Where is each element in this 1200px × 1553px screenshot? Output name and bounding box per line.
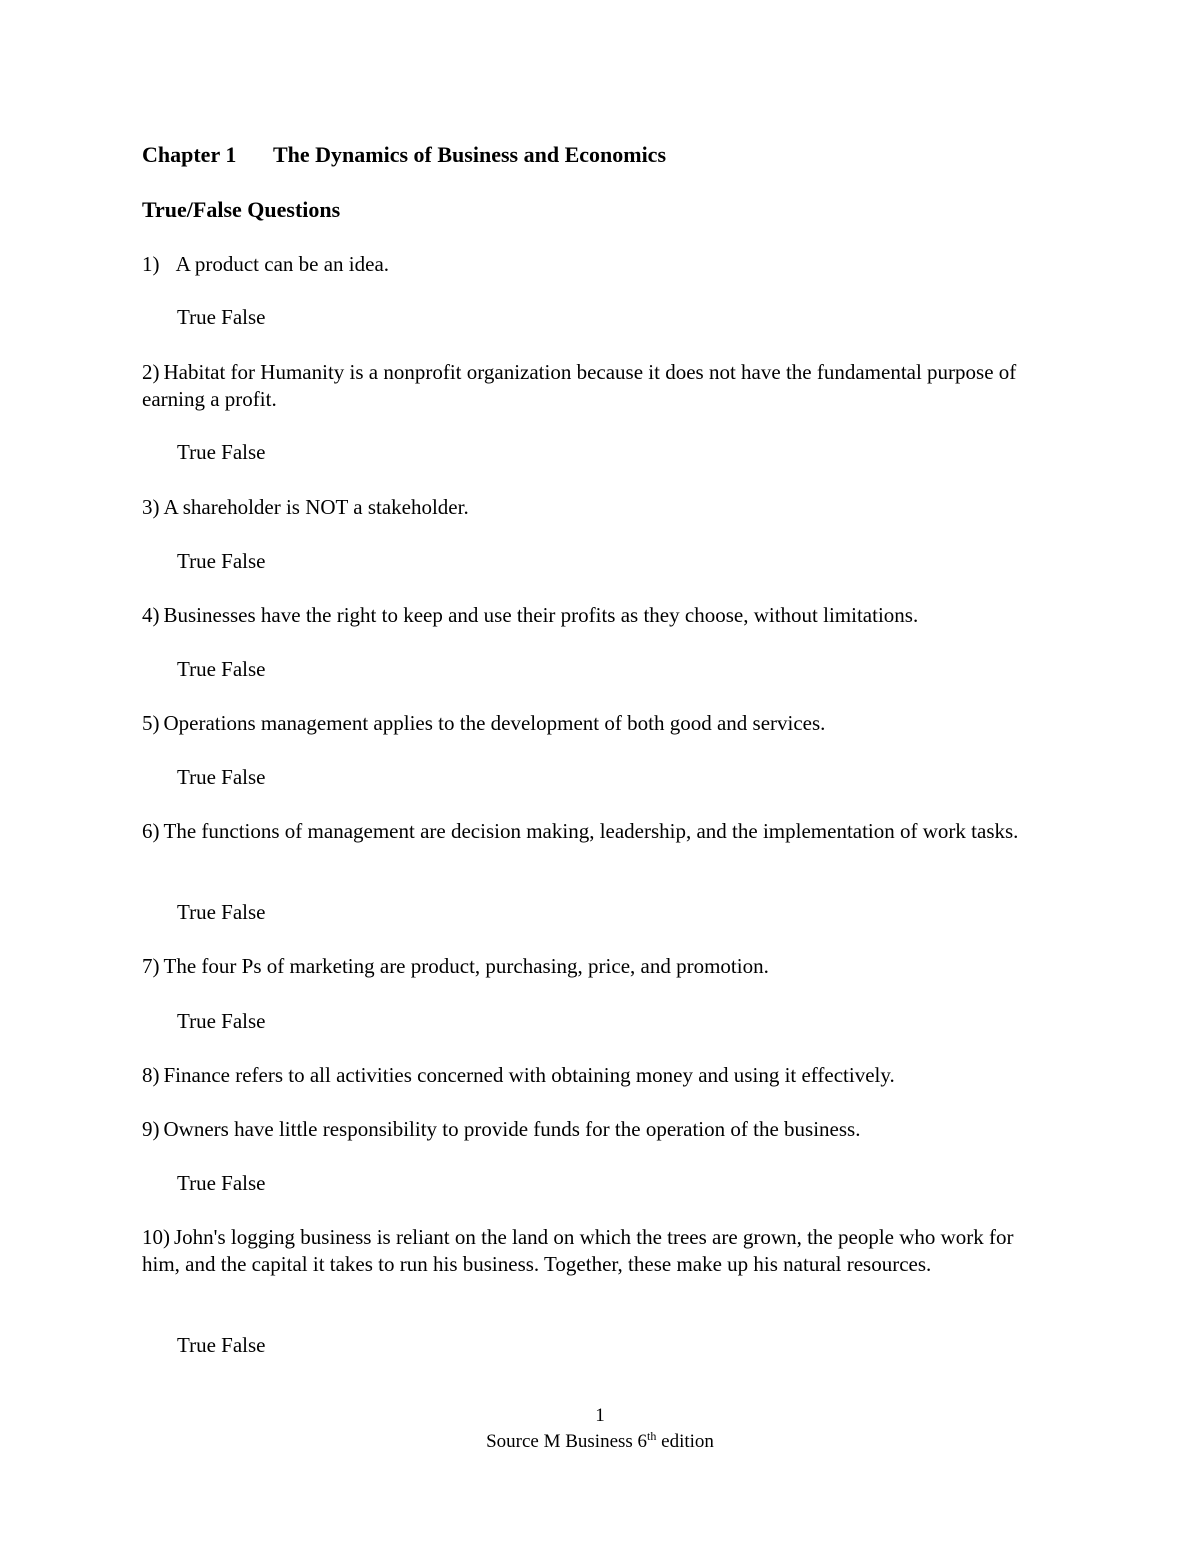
question-3 (142, 494, 1042, 521)
question-text: A shareholder is NOT a stakeholder. (163, 495, 469, 519)
true-false-options: True False (177, 305, 266, 329)
question-number: 6) (142, 819, 160, 843)
question-6 (142, 818, 1042, 845)
chapter-number: Chapter 1 (142, 142, 237, 167)
question-number: 7) (142, 954, 160, 978)
question-4 (142, 602, 1042, 629)
chapter-heading (142, 141, 666, 169)
question-text: The functions of management are decision making, leadership, and the implementation of work tasks. (163, 819, 1019, 843)
true-false-options: True False (177, 900, 266, 924)
question-text: A product can be an idea. (175, 252, 390, 276)
question-9 (142, 1116, 1042, 1143)
question-2 (142, 359, 1042, 413)
true-false-options: True False (177, 1009, 266, 1033)
question-text: John's logging business is reliant on the land on which the trees are grown, the people who work for him, and the capital it takes to run his business. Together, these make up his natural resources. (142, 1225, 1014, 1276)
question-text: Operations management applies to the development of both good and services. (163, 711, 826, 735)
question-text: Owners have little responsibility to provide funds for the operation of the business. (163, 1117, 861, 1141)
question-text: Finance refers to all activities concerned with obtaining money and using it effectively. (163, 1063, 895, 1087)
question-text: Businesses have the right to keep and use their profits as they choose, without limitations. (163, 603, 919, 627)
question-number: 10) (142, 1225, 170, 1249)
question-number: 1) (142, 252, 160, 276)
true-false-options: True False (177, 1333, 266, 1357)
question-8 (142, 1062, 1042, 1089)
footer-source-prefix: Source M Business 6 (486, 1431, 648, 1452)
chapter-title: The Dynamics of Business and Economics (273, 142, 667, 167)
true-false-options: True False (177, 765, 266, 789)
footer-source-sup: th (647, 1429, 657, 1443)
true-false-options: True False (177, 1171, 266, 1195)
footer-source-suffix: edition (656, 1431, 714, 1452)
question-text: Habitat for Humanity is a nonprofit organization because it does not have the fundamental purpose of earning a profit. (142, 360, 1017, 411)
question-text: The four Ps of marketing are product, purchasing, price, and promotion. (163, 954, 769, 978)
question-7 (142, 953, 1042, 980)
page-number: 1 (595, 1405, 605, 1426)
question-5 (142, 710, 1042, 737)
true-false-options: True False (177, 657, 266, 681)
question-number: 8) (142, 1063, 160, 1087)
question-10 (142, 1224, 1042, 1278)
question-number: 9) (142, 1117, 160, 1141)
question-number: 3) (142, 495, 160, 519)
question-number: 4) (142, 603, 160, 627)
true-false-options: True False (177, 440, 266, 464)
question-1 (142, 251, 1042, 278)
question-number: 2) (142, 360, 160, 384)
footer-source (0, 1430, 1200, 1454)
section-title: True/False Questions (142, 197, 341, 222)
question-number: 5) (142, 711, 160, 735)
true-false-options: True False (177, 549, 266, 573)
